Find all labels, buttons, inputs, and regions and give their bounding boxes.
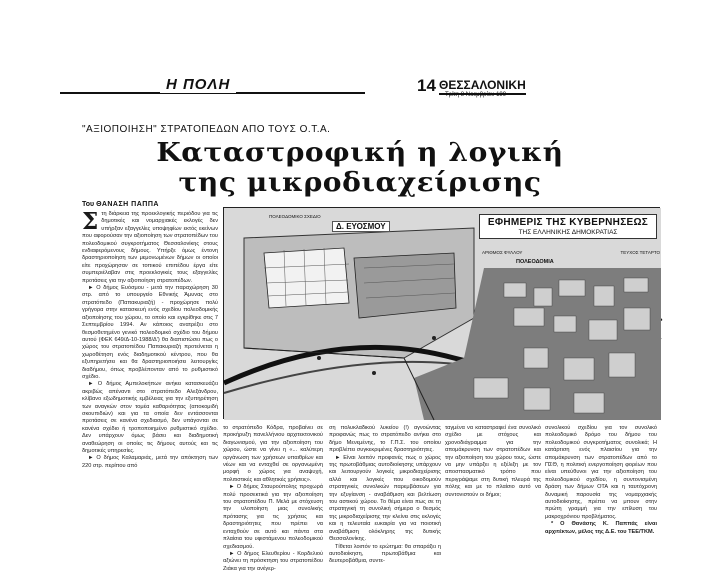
article-column-4 — [445, 425, 541, 575]
paragraph: ► Ο δήμος Αμπελοκήπων ανήκει κατασκευάζει ακριβώς απέναντι στο στρατόπεδο Αλεξάνδρου, κλίβανο εξωδημοτικής εμβέλειας για την εξυπηρέτηση των αναγκών στον τομέα καθαριότητας (αποκομιδή σκουπιδιών) και για τα οποία δεν εντάσσονται προτάσεις σε κανένα σχεδιασμό, δεν υπάγονται σε κανένα σχέδιο ή τροποποιημένο ρυθμιστικό σχέδιο. Δεν υπάρχουν όμως βάσει και διαδημοτική αναθεώρηση οι οποίες τις δήμους αυτούς και τις δημοτικές υπηρεσίες. — [82, 381, 218, 454]
map-figure — [223, 207, 660, 419]
paragraph: ση πολυκλαδικού λυκείου (!) αγνοώντας προφανώς πως το στρατόπεδο ανήκει στο δήμο Μενεμένης, το Γ.Π.Σ. του οποίου προβλέπει συγκεκριμένες δραστηριότητες. — [329, 425, 441, 454]
headline-line-1: Καταστροφική η λογική — [156, 138, 564, 168]
gazette-sheet: ΠΟΛΕΟΔΟΜΙΑ — [516, 259, 554, 265]
paragraph: ► Ο δήμος Καλαμαριάς, μετά την απόκτηση των 220 στρ. περίπου από — [82, 455, 218, 469]
issue-date: Τρίτη 8 Νοεμβρίου 199 — [445, 92, 507, 98]
author-name: ΘΑΝΑΣΗ ΠΑΠΠΑ — [96, 201, 159, 208]
paragraph: τη διάρκεια της προεκλογικής περιόδου για τις δημοτικές και νομαρχιακές εκλογές δεν υπήρξαν εξαγγελίες υποψηφίων εκτός εκείνων που αφορούσαν την αξιοποίηση των στρατοπέδων του πολεοδομικού συγκροτήματος Θεσσαλονίκης στους ενδιαφερόμενους δήμους. Υπήρξε όμως έντονη δραστηριοποίηση των μεμονωμένων δήμων οι οποίοι είτε προχώρησαν σε τοπικού επιπέδου έργα είτε συμπεριέλαβαν στις προεκλογικές τους εξαγγελίες προτάσεις για την αξιοποίηση στρατοπέδων. — [82, 211, 218, 284]
paragraph: ► Ο δήμος Ευόσμου - μετά την παραχώρηση 30 στρ. από το υπουργείο Εθνικής Άμυνας στο στρατόπεδο (Παπακυριαζή) - προχώρησε πολύ γρήγορα στην κατασκευή ενός σχεδίου πολεοδομικής αξιοποίησης του χώρου, το οποίο και εγκρίθηκε στις 7 Σεπτεμβρίου 1994. Αν κάποιος ανατρέξει στο θεσμοθετημένο γενικό πολεοδομικό σχέδιο του δήμου αυτού (ΦΕΚ 649/Δ-10-1988/Δ') θα διαπιστώσει πως ο χώρος του στρατοπέδου Παπακυριαζή προτείνεται η χωροθέτηση ενός διαδημοτικού κέντρου, που θα εξυπηρετήσει και θα δραστηριοποιήσει λειτουργίες διαδήμου, όπως προβλέπονταν από το ρυθμιστικό σχέδιο. — [82, 285, 218, 380]
paragraph: ► Είναι λοιπόν προφανές πως ο χώρος της πρωτοβάθμιας αυτοδιοίκησης υπάρχουν και λειτουργούν λογικές μικροδιαχείρισης αλλά και λογικές που οικοδομούν στρατηγικές συνολικών παρεμβάσεων για την εξυγίανση - αναβάθμιση και βελτίωση του αστικού χώρου. Το θέμα είναι πως σε τη στρατηγική τη συνολική σήμερα ο θεσμός της μικροδιαχείρισης την κλείνει στις εκλογές και η τελευταία ευκαιρία για να ποιοτική αναβάθμιση ολόκληρης της δυτικής Θεσσαλονίκης. — [329, 454, 441, 543]
byline — [82, 201, 159, 208]
newspaper-clipping — [60, 70, 660, 572]
masthead-left — [60, 76, 365, 96]
gazette-meta — [482, 250, 660, 255]
gazette-meta-right: ΤΕΥΧΟΣ ΤΕΤΑΡΤΟ — [620, 250, 660, 255]
article-column-2 — [223, 425, 323, 575]
byline-prefix: Του — [82, 201, 95, 208]
gazette-title: ΕΦΗΜΕΡΙΣ ΤΗΣ ΚΥΒΕΡΝΗΣΕΩΣ — [487, 217, 649, 228]
paragraph: ► Ο δήμος Ελευθερίου - Κορδελιού αξιώνει τη πρόσκτηση του στρατοπέδου Ζιάκα για την ανέγερ- — [223, 550, 323, 572]
article-column-1 — [82, 208, 218, 491]
city-plan-map — [224, 208, 661, 420]
paragraph: ταγμένα να καταστραφεί ένα συνολικό σχέδιο με στόχους και χρονοδιάγραμμα για την απομάκρυνση των στρατοπέδων και την αξιοποίηση του χώρου τους, ώστε να μην υπάρξει η εξέλιξη με τον αποσπασματικό τρόπο που περιγράψαμε στη δυτική πλευρά της πόλης και με το πλαίσιο αυτό να συντονιστούν οι δήμοι; — [445, 425, 541, 498]
gazette-meta-left: ΑΡΙΘΜΟΣ ΦΥΛΛΟΥ — [482, 250, 523, 255]
article-headline — [36, 138, 684, 198]
paragraph: Τίθεται λοιπόν το ερώτημα: θα σπαράξει η αυτοδιοίκηση, πρωτοβάθμια και δευτεροβάθμια, συντε- — [329, 543, 441, 565]
gazette-subtitle: ΤΗΣ ΕΛΛΗΝΙΚΗΣ ΔΗΜΟΚΡΑΤΙΑΣ — [518, 229, 618, 236]
article-column-5 — [545, 425, 657, 575]
drop-cap: Σ — [82, 208, 99, 235]
paragraph: το στρατόπεδο Κόδρα, προβαίνει σε προκήρυξη πανελλήνιου αρχιτεκτονικού διαγωνισμού, για την αξιοποίηση του χώρου, ώστε να γίνει η «... καλύτερη οργάνωση των χρήσεων υπαιθρίων και νέων και να ενταχθεί σε οργανωμένη μορφή ο χώρος για αναψυχή, πολιτιστικές και αθλητικές χρήσεις». — [223, 425, 323, 483]
page-number: 14 — [417, 76, 436, 95]
paragraph: συνολικού σχεδίου για τον συνολικό πολεοδομικό δρόμο του δήμου του πολεοδομικού συγκροτήματος συνολικά; Η κατάρτιση ενός πλαισίου για την απομάκρυνση των στρατοπέδων από το ΠΣΘ, η πολιτική ενεργοποίηση φορέων που είναι υπεύθυνοι για την αξιοποίηση του πολεοδομικού σχεδίου, η συντονισμένη δράση των δήμων ΟΤΑ και η ταυτόχρονη δυναμική παρουσία της νομαρχιακής αυτοδιοίκησης, πρέπει να μπουν στην πρώτη γραμμή για την επίλυση του μακροχρόνιου προβλήματος. — [545, 425, 657, 520]
article-kicker: "ΑΞΙΟΠΟΙΗΣΗ" ΣΤΡΑΤΟΠΕΔΩΝ ΑΠΟ ΤΟΥΣ Ο.Τ.Α. — [82, 124, 331, 135]
author-note: * Ο Θανάσης Κ. Παππάς είναι αρχιτέκτων, μέλος της Δ.Ε. του ΤΕΕ/ΤΚΜ. — [545, 521, 657, 535]
section-title: Η ΠΟΛΗ — [160, 76, 236, 93]
paper-name: ΘΕΣΣΑΛΟΝΙΚΗ — [439, 78, 526, 95]
masthead-right — [417, 76, 660, 100]
plan-title: Δ. ΕΥΟΣΜΟΥ — [332, 221, 390, 232]
plan-label: ΠΟΛΕΟΔΟΜΙΚΟ ΣΧΕΔΙΟ — [269, 214, 321, 219]
article-column-3 — [329, 425, 441, 575]
paragraph: ► Ο δήμος Σταυρούπολης προχωρά πολύ προσεκτικά για την αξιοποίηση του στρατοπέδου Π. Μελά με στόχευση την υλοποίηση μιας συνολικής πρότασης για τις χρήσεις και δραστηριότητες που πρέπει να ενταχθούν σε αυτό και πάντα στα πλαίσια του υφιστάμενου πολεοδομικού σχεδιασμού. — [223, 484, 323, 550]
headline-line-2: της μικροδιαχείρισης — [178, 168, 542, 198]
gazette-header — [479, 214, 657, 239]
